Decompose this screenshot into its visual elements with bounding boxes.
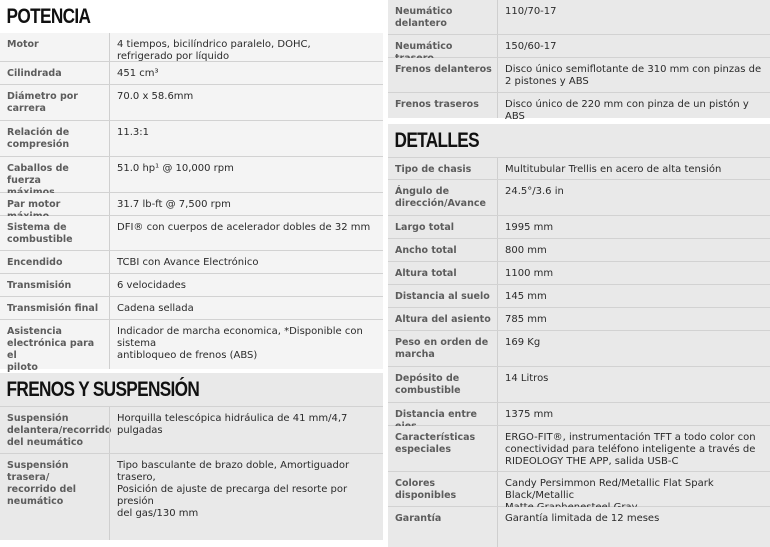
spec-row xyxy=(388,331,770,367)
spec-value: 785 mm xyxy=(497,308,770,330)
spec-label: Sistema de combustible xyxy=(7,222,73,245)
spec-row xyxy=(0,251,383,274)
spec-label: Colores disponibles xyxy=(395,478,457,501)
spec-row xyxy=(0,62,383,85)
spec-value: 4 tiempos, bicilíndrico paralelo, DOHC, refrigerado por líquido xyxy=(109,33,383,61)
spec-row xyxy=(388,0,770,35)
spec-label: Ancho total xyxy=(395,245,457,256)
spec-value: 145 mm xyxy=(497,285,770,307)
spec-value: Candy Persimmon Red/Metallic Flat Spark Black/Metallic xyxy=(497,472,770,506)
frenos-header xyxy=(0,373,383,406)
spec-value: 1995 mm xyxy=(497,216,770,238)
spec-value: Disco único de 220 mm con pinza de un pistón y ABS xyxy=(497,93,770,118)
spec-row xyxy=(0,320,383,373)
spec-row xyxy=(0,85,383,121)
frenos-table xyxy=(0,406,383,540)
spec-value: 14 Litros xyxy=(497,367,770,402)
spec-label: Suspensión trasera/ recorrido del neumático xyxy=(7,460,77,507)
spec-value: 451 cm³ xyxy=(109,62,383,84)
spec-label: Suspensión delantera/recorrido del neumático xyxy=(7,413,112,448)
spec-value: 800 mm xyxy=(497,239,770,261)
spec-label: Tipo de chasis xyxy=(395,164,472,175)
spec-value: 110/70-17 xyxy=(497,0,770,34)
spec-label: Características especiales xyxy=(395,432,476,455)
spec-label: Relación de compresión xyxy=(7,127,70,150)
spec-value: 1100 mm xyxy=(497,262,770,284)
spec-value: DFI® con cuerpos de acelerador dobles de 32 mm xyxy=(109,216,383,250)
spec-row xyxy=(388,308,770,331)
spec-value: 150/60-17 xyxy=(497,35,770,57)
left-column xyxy=(0,0,383,540)
spec-row xyxy=(0,216,383,251)
spec-label: Transmisión final xyxy=(7,303,99,314)
spec-label: Neumático delantero xyxy=(395,6,453,29)
spec-value: Garantía limitada de 12 meses xyxy=(497,507,770,547)
spec-row xyxy=(388,472,770,507)
detalles-header xyxy=(388,124,770,157)
spec-value: 11.3:1 xyxy=(109,121,383,156)
spec-row xyxy=(388,426,770,472)
section-title-frenos: FRENOS Y SUSPENSIÓN xyxy=(6,377,200,401)
spec-label: Caballos de fuerza xyxy=(7,163,69,186)
spec-value: 24.5°/3.6 in xyxy=(497,180,770,215)
section-title-potencia: POTENCIA xyxy=(6,4,91,28)
spec-label: Asistencia electrónica para el piloto xyxy=(7,326,95,373)
spec-label: Frenos delanteros xyxy=(395,64,492,75)
spec-label: Frenos traseros xyxy=(395,99,479,110)
spec-row xyxy=(388,216,770,239)
spec-value: Horquilla telescópica hidráulica de 41 mm/4,7 pulgadas xyxy=(109,407,383,453)
spec-row xyxy=(388,58,770,93)
spec-value: 1375 mm xyxy=(497,403,770,425)
spec-label: Altura del asiento xyxy=(395,314,491,325)
potencia-table xyxy=(0,33,383,373)
spec-label: Par motor xyxy=(7,199,61,210)
spec-value: 31.7 lb-ft @ 7,500 rpm xyxy=(109,193,383,215)
spec-value: TCBI con Avance Electrónico xyxy=(109,251,383,273)
spec-row xyxy=(388,403,770,426)
spec-row xyxy=(388,285,770,308)
spec-value: Multitubular Trellis en acero de alta tensión xyxy=(497,158,770,179)
spec-label: Largo total xyxy=(395,222,455,233)
spec-label: Distancia entre xyxy=(395,409,477,420)
spec-value: 51.0 hp¹ @ 10,000 rpm xyxy=(109,157,383,192)
spec-value: 70.0 x 58.6mm xyxy=(109,85,383,120)
spec-label: Neumático xyxy=(395,41,453,52)
spec-row xyxy=(388,93,770,122)
spec-label: Diámetro por carrera xyxy=(7,91,78,114)
spec-label: Ángulo de dirección/Avance xyxy=(395,186,486,209)
spec-row xyxy=(388,35,770,58)
spec-row xyxy=(0,33,383,62)
spec-label: Peso en orden de marcha xyxy=(395,337,489,360)
spec-label: Altura total xyxy=(395,268,457,279)
spec-row xyxy=(0,157,383,193)
spec-row xyxy=(0,121,383,157)
spec-label: Encendido xyxy=(7,257,63,268)
spec-row xyxy=(388,262,770,285)
spec-label: Motor xyxy=(7,39,39,50)
spec-label: Cilindrada xyxy=(7,68,62,79)
spec-value: Indicador de marcha economica, *Disponible con sistema antibloqueo de frenos (ABS) xyxy=(109,320,383,369)
spec-value: Disco único semiflotante de 310 mm con pinzas de 2 pistones y ABS xyxy=(497,58,770,92)
spec-value: 169 Kg xyxy=(497,331,770,366)
spec-row xyxy=(0,454,383,540)
right-column xyxy=(388,0,770,547)
potencia-header xyxy=(0,0,383,33)
spec-row xyxy=(388,507,770,547)
spec-value: Cadena sellada xyxy=(109,297,383,319)
spec-row xyxy=(0,406,383,454)
spec-row xyxy=(0,274,383,297)
spec-row xyxy=(388,180,770,216)
frenos-continued-table xyxy=(388,0,770,122)
spec-row xyxy=(0,297,383,320)
spec-row xyxy=(388,239,770,262)
spec-label: Transmisión xyxy=(7,280,72,291)
spec-label: Garantía xyxy=(395,513,442,524)
spec-label: Depósito de combustible xyxy=(395,373,461,396)
spec-row xyxy=(388,367,770,403)
spec-label: Distancia al suelo xyxy=(395,291,490,302)
spec-row xyxy=(0,193,383,216)
spec-value: Tipo basculante de brazo doble, Amortiguador trasero, Posición de ajuste de precarga del resorte por presión del gas/130 mm xyxy=(109,454,383,540)
spec-row xyxy=(388,157,770,180)
spec-value: 6 velocidades xyxy=(109,274,383,296)
section-title-detalles: DETALLES xyxy=(394,128,479,152)
detalles-table xyxy=(388,157,770,547)
spec-value: ERGO-FIT®, instrumentación TFT a todo color con conectividad para teléfono inteligente a través de RIDEOLOGY THE APP, salida USB-C xyxy=(497,426,770,471)
